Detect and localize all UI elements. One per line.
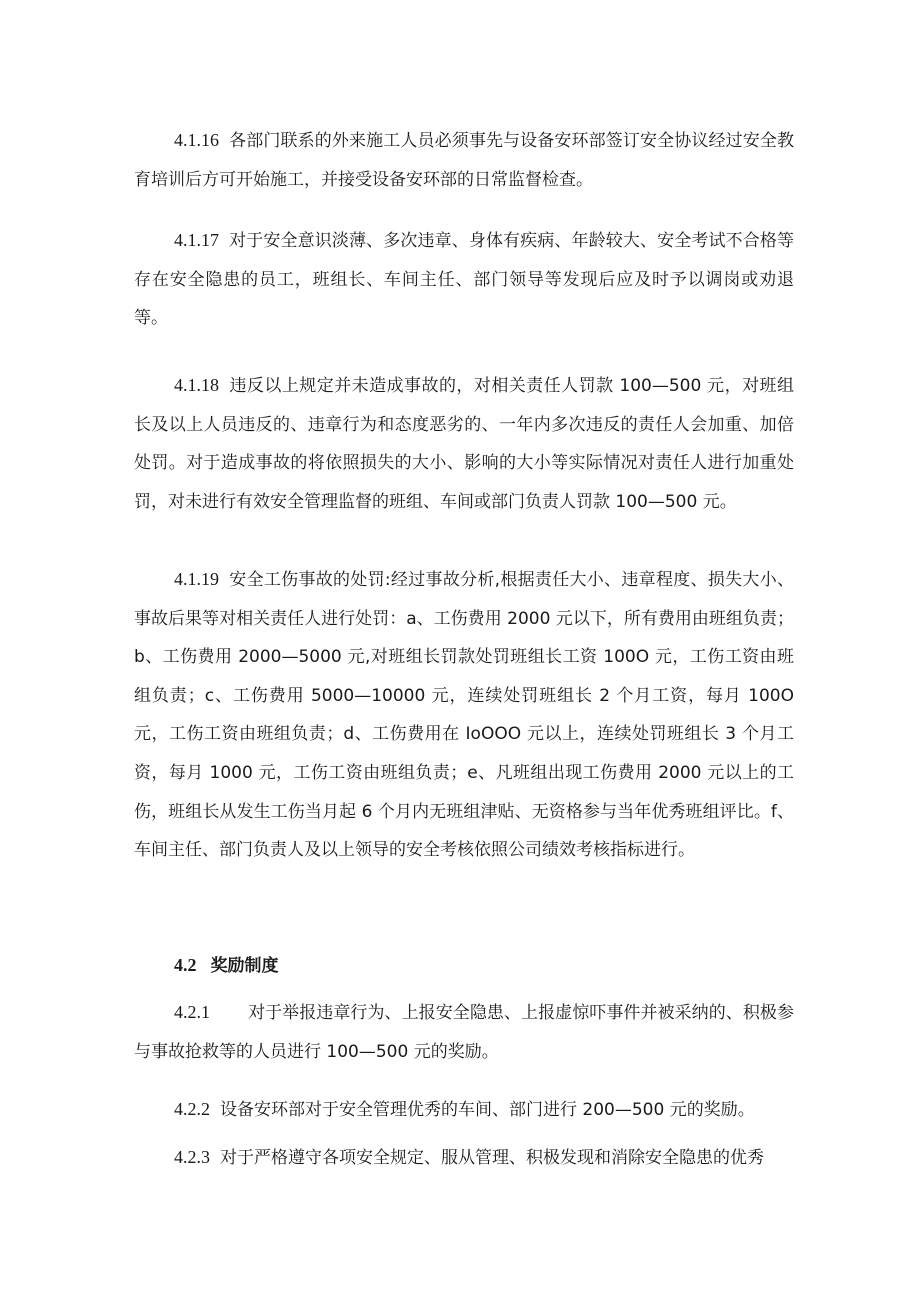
clause-4-2-1	[134, 993, 794, 1071]
clause-text: 各部门联系的外来施工人员必须事先与设备安环部签订安全协议经过安全教育培训后方可开始施工，并接受设备安环部的日常监督检查。	[134, 131, 794, 190]
clause-4-2-3	[134, 1138, 794, 1178]
clause-4-1-19	[134, 560, 794, 870]
heading-number: 4.2	[174, 955, 197, 975]
clause-number: 4.1.16	[174, 130, 219, 150]
section-heading-4-2	[174, 946, 279, 985]
clause-4-1-18	[134, 366, 794, 521]
heading-title: 奖励制度	[210, 956, 279, 976]
clause-4-1-17	[134, 221, 794, 338]
clause-number: 4.1.18	[174, 375, 219, 395]
clause-number: 4.1.17	[174, 230, 219, 250]
clause-text: 违反以上规定并未造成事故的，对相关责任人罚款 100—500 元，对班组长及以上人员违反的、违章行为和态度恶劣的、一年内多次违反的责任人会加重、加倍处罚。对于造成事故的将依照损失的大小、影响的大小等实际情况对责任人进行加重处罚，对未进行有效安全管理监督的班组、车间或部门负责人罚款 100—500 元。	[134, 376, 794, 512]
clause-text: 设备安环部对于安全管理优秀的车间、部门进行 200—500 元的奖励。	[220, 1100, 755, 1120]
clause-4-1-16	[134, 121, 794, 199]
clause-4-2-2	[134, 1090, 794, 1130]
clause-text: 对于严格遵守各项安全规定、服从管理、积极发现和消除安全隐患的优秀	[220, 1148, 764, 1168]
clause-number: 4.2.2	[174, 1099, 210, 1119]
clause-text: 对于举报违章行为、上报安全隐患、上报虚惊吓事件并被采纳的、积极参与事故抢救等的人员进行 100—500 元的奖励。	[134, 1003, 794, 1062]
clause-number: 4.2.1	[174, 1002, 210, 1022]
clause-text: 对于安全意识淡薄、多次违章、身体有疾病、年龄较大、安全考试不合格等存在安全隐患的员工，班组长、车间主任、部门领导等发现后应及时予以调岗或劝退等。	[134, 231, 794, 329]
clause-number: 4.2.3	[174, 1147, 210, 1167]
clause-text: 安全工伤事故的处罚:经过事故分析,根据责任大小、违章程度、损失大小、事故后果等对相关责任人进行处罚：a、工伤费用 2000 元以下，所有费用由班组负责；b、工伤费用 2000—5000 元,对班组长罚款处罚班组长工资 100O 元，工伤工资由班组负责；c、工伤费用 5000—10000 元，连续处罚班组长 2 个月工资，每月 100O 元，工伤工资由班组负责；d、工伤费用在 IoOOO 元以上，连续处罚班组长 3 个月工资，每月 1000 元，工伤工资由班组负责；e、凡班组出现工伤费用 2000 元以上的工伤，班组长从发生工伤当月起 6 个月内无班组津贴、无资格参与当年优秀班组评比。f、车间主任、部门负责人及以上领导的安全考核依照公司绩效考核指标进行。	[134, 570, 794, 861]
clause-number: 4.1.19	[174, 569, 219, 589]
